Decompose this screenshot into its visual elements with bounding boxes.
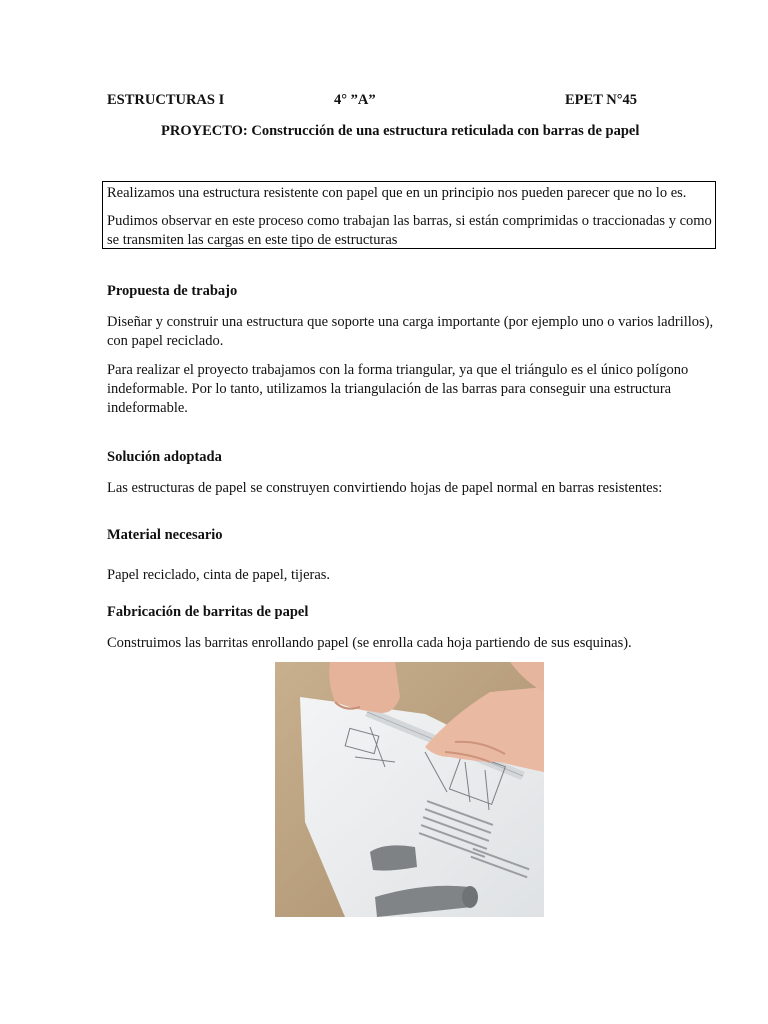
material-paragraph: Papel reciclado, cinta de papel, tijeras.	[107, 567, 331, 583]
heading-propuesta: Propuesta de trabajo	[107, 283, 238, 299]
propuesta-paragraph-2: Para realizar el proyecto trabajamos con la forma triangular, ya que el triángulo es el único polígono indeformable. Por lo tanto, utilizamos la triangulación de las barras para conseguir una estructura indeformable.	[107, 362, 689, 416]
heading-fabricacion: Fabricación de barritas de papel	[107, 604, 309, 620]
header-course: ESTRUCTURAS I	[107, 92, 225, 108]
intro-box	[102, 181, 716, 249]
intro-paragraph-2: Pudimos observar en este proceso como trabajan las barras, si están comprimidas o traccionadas y como se transmiten las cargas en este tipo de estructuras	[107, 213, 712, 248]
heading-solucion: Solución adoptada	[107, 449, 222, 465]
photo-hands-rolling-paper	[275, 662, 544, 917]
heading-material: Material necesario	[107, 527, 223, 543]
propuesta-paragraph-1: Diseñar y construir una estructura que soporte una carga importante (por ejemplo uno o varios ladrillos), con papel reciclado.	[107, 314, 714, 349]
solucion-paragraph: Las estructuras de papel se construyen convirtiendo hojas de papel normal en barras resistentes:	[107, 480, 663, 496]
intro-paragraph-1: Realizamos una estructura resistente con papel que en un principio nos pueden parecer que no lo es.	[107, 185, 687, 201]
project-title: PROYECTO: Construcción de una estructura reticulada con barras de papel	[161, 123, 640, 139]
fabricacion-paragraph: Construimos las barritas enrollando papel (se enrolla cada hoja partiendo de sus esquinas).	[107, 635, 632, 651]
header-grade: 4° ”A”	[334, 92, 376, 108]
header-school: EPET N°45	[565, 92, 638, 108]
